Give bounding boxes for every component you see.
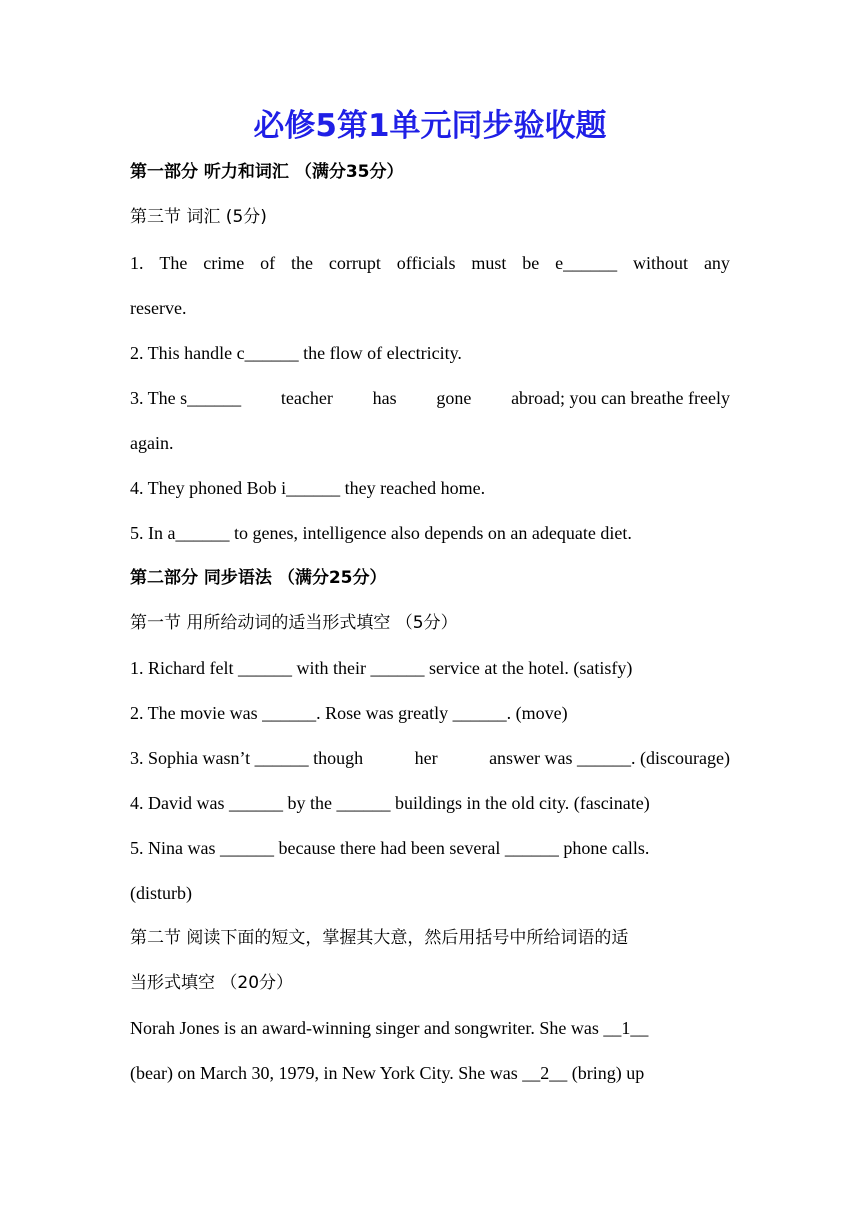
- word: The: [159, 253, 188, 273]
- part2-q5-line1: [130, 836, 730, 860]
- part1-q5: 5. In a______ to genes, intelligence also depends on an adequate diet.: [130, 523, 632, 543]
- word: without: [633, 253, 689, 273]
- part1-q1-line1: [130, 251, 730, 275]
- word: teacher: [280, 388, 333, 408]
- word: must: [471, 253, 507, 273]
- passage-line1: Norah Jones is an award-winning singer and songwriter. She was __1__: [130, 1018, 649, 1038]
- word: officials: [396, 253, 456, 273]
- part2-q3: [130, 746, 730, 770]
- word: abroad; you can breathe freely: [511, 388, 730, 408]
- word: her: [414, 748, 438, 768]
- part1-q3-line2: again.: [130, 433, 174, 453]
- passage-line2: (bear) on March 30, 1979, in New York City. She was __2__ (bring) up: [130, 1063, 645, 1083]
- part2-section2-heading-line2: 当形式填空 （20分）: [130, 973, 294, 993]
- part2-heading: 第二部分 同步语法 （满分25分）: [130, 568, 387, 588]
- part1-q3-line1: [130, 386, 730, 410]
- part2-section2-heading-line1: 第二节 阅读下面的短文，掌握其大意，然后用括号中所给词语的适: [130, 928, 629, 948]
- part2-q5-line2: (disturb): [130, 883, 192, 903]
- part2-q1: 1. Richard felt ______ with their ______ service at the hotel. (satisfy): [130, 658, 633, 678]
- page-title: 必修5第1单元同步验收题: [253, 108, 607, 144]
- word: has: [372, 388, 397, 408]
- word: gone: [436, 388, 472, 408]
- word: 3. Sophia wasn’t ______ though: [130, 748, 364, 768]
- word: answer was ______. (discourage): [489, 748, 730, 768]
- part1-q4: 4. They phoned Bob i______ they reached home.: [130, 478, 486, 498]
- word: 5. Nina was ______ because there had been several ______ phone calls.: [130, 838, 650, 858]
- word: the: [291, 253, 314, 273]
- word: corrupt: [328, 253, 381, 273]
- part2-q4: 4. David was ______ by the ______ buildings in the old city. (fascinate): [130, 793, 650, 813]
- word: crime: [203, 253, 245, 273]
- part2-section1-heading: 第一节 用所给动词的适当形式填空 （5分）: [130, 613, 458, 633]
- part2-q2: 2. The movie was ______. Rose was greatly ______. (move): [130, 703, 568, 723]
- word: 1.: [130, 253, 144, 273]
- word: be: [522, 253, 540, 273]
- word: any: [703, 253, 730, 273]
- part1-q1-line2: reserve.: [130, 298, 187, 318]
- word: of: [260, 253, 276, 273]
- part1-section3-heading: 第三节 词汇 (5分): [130, 207, 267, 227]
- word: 3. The s______: [130, 388, 242, 408]
- word: e______: [555, 253, 618, 273]
- part1-heading: 第一部分 听力和词汇 （满分35分）: [130, 162, 404, 182]
- part1-q2: 2. This handle c______ the flow of electricity.: [130, 343, 462, 363]
